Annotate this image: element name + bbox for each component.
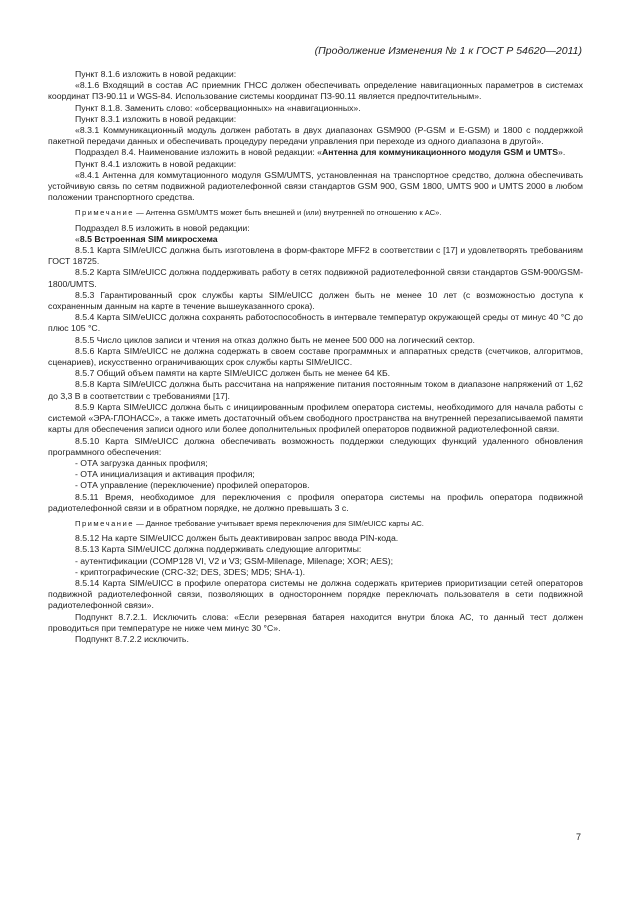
list-item: - криптографические (CRC-32; DES, 3DES; MD5; SHA-1). [75, 566, 306, 577]
paragraph-text: Подраздел 8.4. Наименование изложить в новой редакции: « [75, 147, 322, 158]
note-label: Примечание [75, 518, 134, 528]
paragraph: 8.5.2 Карта SIM/eUICC должна поддерживать работу в сетях подвижной радиотелефонной связи стандартов GSM-900/GSM-1800/UMTS. [48, 267, 583, 289]
paragraph-text: ». [558, 147, 566, 158]
paragraph: Пункт 8.1.6 изложить в новой редакции: [75, 69, 237, 79]
note [48, 207, 583, 218]
paragraph: 8.5.5 Число циклов записи и чтения на отказ должно быть не менее 500 000 на логический сектор. [75, 334, 475, 345]
paragraph: 8.5.12 На карте SIM/eUICC должен быть деактивирован запрос ввода PIN-кода. [75, 533, 399, 544]
section-title: 8.5 Встроенная SIM микросхема [79, 233, 218, 244]
paragraph: Подпункт 8.7.2.1. Исключить слова: «Если резервная батарея находится внутри блока АС, то данный тест должен проводиться при температуре не ниже чем минус 30 °С». [48, 611, 583, 633]
note-label: Примечание [75, 208, 134, 218]
paragraph: 8.5.14 Карта SIM/eUICC в профиле оператора системы не должна содержать критериев приоритизации сетей операторов подвижной радиотелефонной связи, позволяющих в одностороннем порядке переключать пользователя в сети подвижной радиотелефонной связи». [48, 577, 583, 611]
paragraph: Подпункт 8.7.2.2 исключить. [75, 633, 189, 644]
list-item: - ОТА инициализация и активация профиля; [75, 469, 255, 480]
paragraph: 8.5.4 Карта SIM/eUICC должна сохранять работоспособность в интервале температур окружающей среды от минус 40 °С до плюс 105 °С. [48, 312, 583, 334]
running-header: (Продолжение Изменения № 1 к ГОСТ Р 54620—2011) [314, 45, 582, 57]
paragraph: 8.5.9 Карта SIM/eUICC должна быть с инициированным профилем оператора системы, необходимого для начала работы с системой «ЭРА-ГЛОНАСС», а также иметь достаточный объем свободного пространства на внутренней перезаписываемой памяти карты для обеспечения записи одного или более дополнительных профилей операторов подвижной радиотелефонной связи. [48, 401, 583, 435]
paragraph: «8.4.1 Антенна для коммутационного модуля GSM/UMTS, установленная на транспортное средство, должна обеспечивать устойчивую связь по сетям подвижной радиотелефонной связи стандартов GSM 900, GSM 1800, UMTS 900 и UMTS 2000 в любом положении транспортного средства. [48, 169, 583, 203]
paragraph: 8.5.8 Карта SIM/eUICC должна быть рассчитана на напряжение питания постоянным током в диапазоне напряжений от 1,62 до 3,3 В в соответствии с требованиями [17]. [48, 379, 583, 401]
paragraph: Подраздел 8.5 изложить в новой редакции: [75, 222, 250, 233]
list-item: - ОТА управление (переключение) профилей операторов. [75, 480, 310, 491]
bold-title: Антенна для коммуникационного модуля GSM и UMTS [321, 147, 559, 158]
paragraph: Пункт 8.1.8. Заменить слово: «обсервационных» на «навигационных». [75, 102, 361, 113]
paragraph: Пункт 8.3.1 изложить в новой редакции: [75, 113, 237, 124]
paragraph: «8.1.6 Входящий в состав АС приемник ГНСС должен обеспечивать определение навигационных параметров в системах координат ПЗ-90.11 и WGS-84. Использование системы координат ПЗ-90.11 является предпочтительным». [48, 80, 583, 102]
paragraph: 8.5.1 Карта SIM/eUICC должна быть изготовлена в форм-факторе MFF2 в соответствии с [17] и удовлетворять требованиям ГОСТ 18725. [48, 245, 583, 267]
paragraph: 8.5.3 Гарантированный срок службы карты SIM/eUICC должен быть не менее 10 лет (с возможностью доступа к сохраненным данным на карте в течение вышеуказанного срока). [48, 289, 583, 312]
note [48, 518, 583, 529]
list-item: - аутентификации (COMP128 VI, V2 и V3; GSM-Milenage, Milenage; XOR; AES); [75, 555, 394, 566]
note-text: — Данное требование учитывает время переключения для SIM/eUICC карты АС. [133, 518, 424, 528]
document-body [48, 69, 583, 645]
section-heading [48, 234, 583, 245]
paragraph: 8.5.13 Карта SIM/eUICC должна поддерживать следующие алгоритмы: [75, 544, 362, 555]
quote-mark: « [75, 233, 80, 244]
paragraph: 8.5.7 Общий объем памяти на карте SIM/eUICC должен быть не менее 64 КБ. [75, 368, 391, 379]
note-text: — Антенна GSM/UMTS может быть внешней и (или) внутренней по отношению к АС». [133, 208, 442, 218]
list-item: - ОТА загрузка данных профиля; [75, 457, 208, 468]
paragraph: 8.5.10 Карта SIM/eUICC должна обеспечивать возможность поддержки следующих функций удаленного обновления программного обеспечения: [48, 435, 583, 457]
page-number: 7 [575, 832, 581, 842]
paragraph [48, 147, 583, 158]
paragraph: 8.5.11 Время, необходимое для переключения с профиля оператора системы на профиль оператора подвижной радиотелефонной связи и в обратном порядке, не должно превышать 3 с. [48, 491, 583, 513]
paragraph: 8.5.6 Карта SIM/eUICC не должна содержать в своем составе программных и аппаратных средств (счетчиков, алгоритмов, сценариев), искусственно ограничивающих срок службы карты SIM/eUICC. [48, 345, 583, 368]
paragraph: Пункт 8.4.1 изложить в новой редакции: [75, 158, 237, 169]
paragraph: «8.3.1 Коммуникационный модуль должен работать в двух диапазонах GSM900 (P-GSM и E-GSM) и 1800 с поддержкой пакетной передачи данных и обеспечивать процедуру передачи управления при переходе из одного диапазона в другой». [48, 125, 583, 147]
